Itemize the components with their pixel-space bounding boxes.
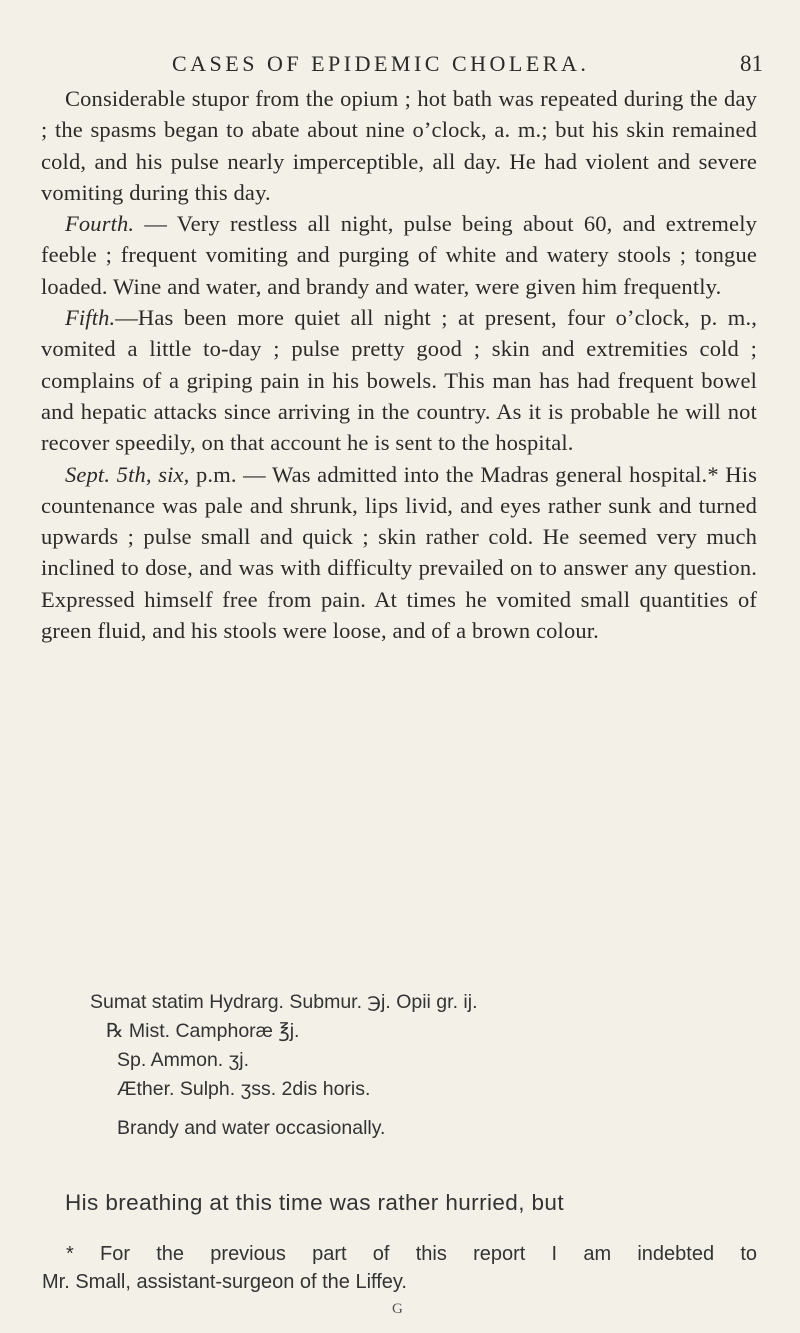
paragraph-text: Considerable stupor from the opium ; hot bath was repeated during the day ; the spasms began to abate about nine o’clock, a. m.; but his skin remained cold, and his pulse nearly imperceptible, all day. He had violent and severe vomiting during this day. <box>41 86 757 205</box>
footnote-line: Mr. Small, assistant-surgeon of the Liffey. <box>42 1271 407 1293</box>
prescription-line: Æther. Sulph. ʒss. 2dis horis. <box>117 1078 371 1100</box>
prescription-block <box>90 988 478 1143</box>
paragraph-text: p.m. — Was admitted into the Madras general hospital.* His countenance was pale and shrunk, lips livid, and eyes rather sunk and turned upwards ; pulse small and quick ; skin rather cold. He seemed very much inclined to dose, and was with difficulty prevailed on to answer any question. Expressed himself free from pain. At times he vomited small quantities of green fluid, and his stools were loose, and of a brown colour. <box>41 461 758 644</box>
paragraph-day-third <box>41 83 757 208</box>
footnote-line: * For the previous part of this report I am indebted to <box>66 1243 757 1265</box>
prescription-line: Sumat statim Hydrarg. Submur. ℈j. Opii gr. ij. <box>90 991 478 1013</box>
body-text <box>41 83 757 646</box>
prescription-line: Brandy and water occasionally. <box>117 1117 386 1139</box>
paragraph-text: —Has been more quiet all night ; at present, four o’clock, p. m., vomited a little to-day ; pulse pretty good ; skin and extremities cold ; complains of a griping pain in his bowels. This man has had frequent bowel and hepatic attacks since arriving in the country. As it is probable he will not recover speedily, on that account he is sent to the hospital. <box>41 305 757 456</box>
prescription-line: Sp. Ammon. ʒj. <box>117 1049 250 1071</box>
running-title: CASES OF EPIDEMIC CHOLERA. <box>172 51 590 76</box>
signature-mark: G <box>392 1301 403 1317</box>
running-head <box>0 44 800 84</box>
paragraph-lead: Fourth. <box>65 211 135 237</box>
page-number: 81 <box>740 51 763 76</box>
paragraph-day-fourth <box>41 208 757 302</box>
prescription-line: ℞ Mist. Camphoræ ℥j. <box>106 1020 300 1042</box>
paragraph-day-fifth <box>41 302 757 458</box>
continuation-line: His breathing at this time was rather hurried, but <box>65 1190 564 1215</box>
paragraph-lead: Sept. 5th, six, <box>65 461 190 487</box>
paragraph-text: — Very restless all night, pulse being about 60, and extremely feeble ; frequent vomiting and purging of white and watery stools ; tongue loaded. Wine and water, and brandy and water, were given him frequently. <box>41 211 757 299</box>
paragraph-sept-fifth <box>41 459 757 647</box>
paragraph-lead: Fifth. <box>65 305 116 331</box>
footnote <box>42 1240 757 1296</box>
